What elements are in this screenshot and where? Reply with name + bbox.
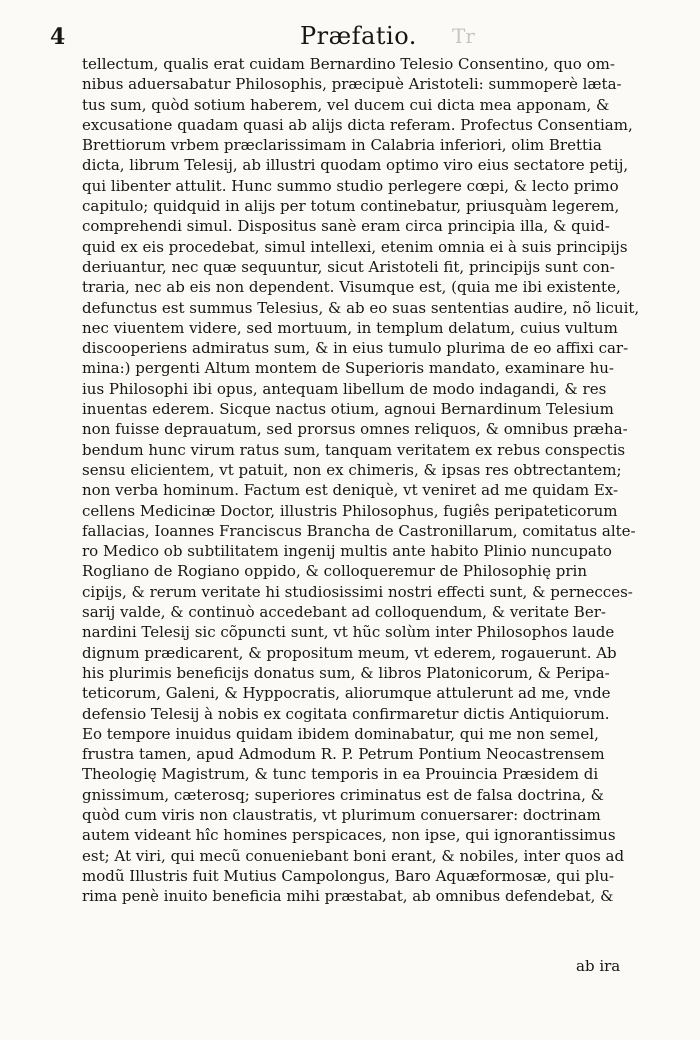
text-line: tus sum, quòd sotium haberem, vel ducem cui dicta mea apponam, & (82, 95, 610, 114)
text-line: quòd cum viris non claustratis, vt plurimum conuersarer: doctrinam (82, 805, 601, 824)
text-line: qui libenter attulit. Hunc summo studio perlegere cœpi, & lecto primo (82, 176, 619, 195)
running-title: Præfatio. (300, 22, 417, 50)
text-line: excusatione quadam quasi ab alijs dicta referam. Profectus Consentiam, (82, 115, 633, 134)
text-line: nibus aduersabatur Philosophis, præcipuè Aristoteli: summoperè læta- (82, 75, 622, 94)
body-text (82, 54, 662, 906)
text-line: deriuantur, nec quæ sequuntur, sicut Aristoteli fit, principijs sunt con- (82, 257, 615, 276)
text-line: gnissimum, cæterosq; superiores criminatus est de falsa doctrina, & (82, 785, 604, 804)
text-line: est; At viri, qui mecũ conueniebant boni erant, & nobiles, inter quos ad (82, 846, 625, 865)
text-line: modũ Illustris fuit Mutius Campolongus, Baro Aquæformosæ, qui plu- (82, 866, 615, 885)
text-line: quid ex eis procedebat, simul intellexi, etenim omnia ei à suis principijs (82, 237, 628, 256)
text-line: discooperiens admiratus sum, & in eius tumulo plurima de eo affixi car- (82, 339, 629, 358)
text-line: ius Philosophi ibi opus, antequam libellum de modo indagandi, & res (82, 379, 607, 398)
text-line: non fuisse deprauatum, sed prorsus omnes reliquos, & omnibus præha- (82, 420, 628, 439)
text-line: his plurimis beneficijs donatus sum, & libros Platonicorum, & Peripa- (82, 663, 610, 682)
text-line: dignum prædicarent, & propositum meum, vt ederem, rogauerunt. Ab (82, 643, 617, 662)
text-line: bendum hunc virum ratus sum, tanquam veritatem ex rebus conspectis (82, 440, 626, 459)
page-number: 4 (50, 24, 66, 50)
text-line: teticorum, Galeni, & Hyppocratis, aliorumque attulerunt ad me, vnde (82, 684, 611, 703)
text-line: Brettiorum vrbem præclarissimam in Calabria inferiori, olim Brettia (82, 136, 602, 155)
text-line: inuentas ederem. Sicque nactus otium, agnoui Bernardinum Telesium (82, 400, 614, 419)
text-line: cellens Medicinæ Doctor, illustris Philosophus, fugiês peripateticorum (82, 501, 618, 520)
text-line: frustra tamen, apud Admodum R. P. Petrum Pontium Neocastrensem (82, 745, 605, 764)
text-line: ro Medico ob subtilitatem ingenij multis ante habito Plinio nuncupato (82, 542, 612, 561)
text-line: tellectum, qualis erat cuidam Bernardino Telesio Consentino, quo om- (82, 55, 615, 73)
text-line: cipijs, & rerum veritate hi studiosissimi nostri effecti sunt, & pernecces- (82, 582, 633, 601)
text-line: nec viuentem videre, sed mortuum, in templum delatum, cuius vultum (82, 318, 618, 337)
text-line: traria, nec ab eis non dependent. Visumque est, (quia me ibi existente, (82, 278, 621, 297)
text-line: capitulo; quidquid in alijs per totum continebatur, priusquàm legerem, (82, 197, 620, 216)
text-line: Theologię Magistrum, & tunc temporis in ea Prouincia Præsidem di (82, 765, 599, 784)
text-line: Rogliano de Rogiano oppido, & colloqueremur de Philosophię prin (82, 562, 587, 581)
text-line: Eo tempore inuidus quidam ibidem dominabatur, qui me non semel, (82, 724, 599, 743)
text-line: mina:) pergenti Altum montem de Superioris mandato, examinare hu- (82, 359, 614, 378)
bleed-through-text: Tr (452, 24, 475, 48)
text-line: defunctus est summus Telesius, & ab eo suas sententias audire, nõ licuit, (82, 298, 640, 317)
text-line: defensio Telesij à nobis ex cogitata confirmaretur dictis Antiquiorum. (82, 704, 610, 723)
text-line: nardini Telesij sic cõpuncti sunt, vt hũc solùm inter Philosophos laude (82, 623, 615, 642)
text-line: non verba hominum. Factum est deniquè, vt veniret ad me quidam Ex- (82, 481, 619, 500)
text-line: autem videant hîc homines perspicaces, non ipse, qui ignorantissimus (82, 826, 616, 845)
text-line: rima penè inuito beneficia mihi præstabat, ab omnibus defendebat, & (82, 887, 614, 906)
catchword: ab ira (576, 957, 621, 975)
text-line: comprehendi simul. Dispositus sanè eram circa principia illa, & quid- (82, 217, 610, 236)
text-line: sensu elicientem, vt patuit, non ex chimeris, & ipsas res obtrectantem; (82, 460, 622, 479)
text-line: dicta, librum Telesij, ab illustri quodam optimo viro eius sectatore petij, (82, 156, 629, 175)
text-line: fallacias, Ioannes Franciscus Brancha de Castronillarum, comitatus alte- (82, 521, 636, 540)
text-line: sarij valde, & continuò accedebant ad colloquendum, & veritate Ber- (82, 603, 606, 622)
